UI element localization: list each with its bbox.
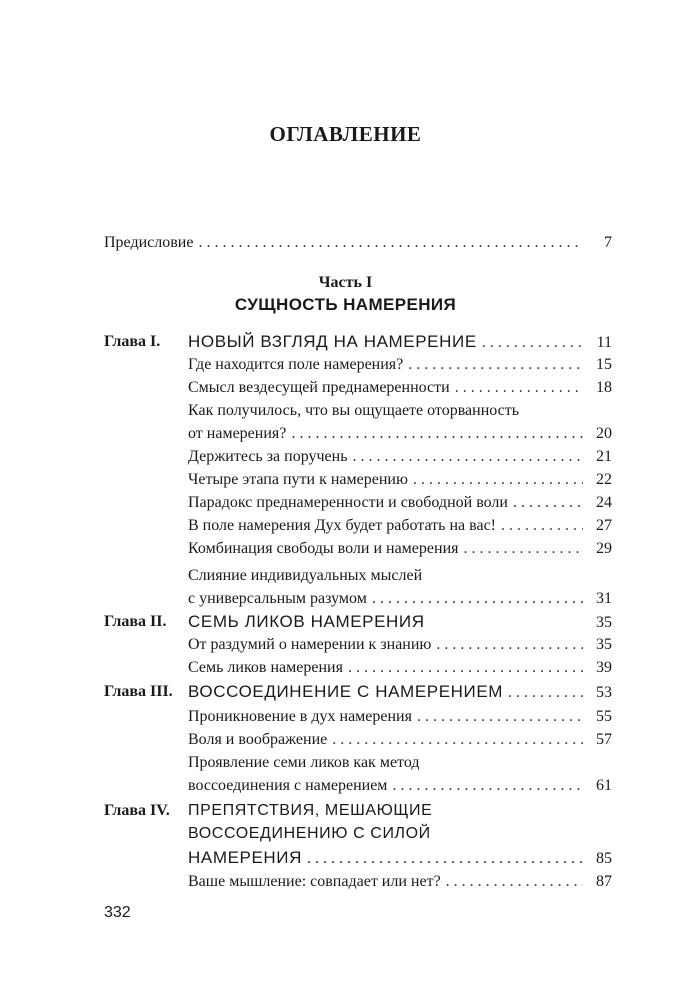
toc-entry-preface[interactable]	[104, 233, 612, 253]
page-number: 21	[596, 448, 612, 465]
entry-label-line1: Как получилось, что вы ощущаете оторванность	[188, 402, 520, 419]
dot-leader	[198, 233, 583, 253]
entry-label: Четыре этапа пути к намерению	[188, 471, 408, 488]
entry-label: Смысл вездесущей преднамеренности	[188, 379, 450, 396]
dot-leader	[372, 589, 583, 609]
toc-entry[interactable]	[188, 424, 612, 444]
toc-entry[interactable]	[188, 872, 612, 892]
page-number: 15	[596, 356, 612, 373]
page-number: 11	[596, 334, 612, 351]
entry-label: Предисловие	[104, 234, 194, 251]
chapter-label-4: Глава IV.	[104, 802, 170, 819]
toc-entry[interactable]	[188, 658, 612, 678]
dot-leader	[501, 516, 583, 536]
toc-entry[interactable]	[188, 516, 612, 536]
page-number: 35	[596, 636, 612, 653]
page-number: 39	[596, 659, 612, 676]
entry-label: Проникновение в дух намерения	[188, 708, 412, 725]
entry-label-line1: Проявление семи ликов как метод	[188, 754, 420, 771]
toc-entry[interactable]	[188, 447, 612, 467]
entry-label: Держитесь за поручень	[188, 448, 348, 465]
dot-leader	[332, 730, 583, 750]
toc-chapter-1[interactable]	[188, 332, 612, 353]
dot-leader	[455, 378, 583, 398]
dot-leader	[392, 776, 583, 796]
page-number: 29	[596, 540, 612, 557]
toc-chapter-4[interactable]	[188, 848, 612, 869]
page-folio: 332	[104, 904, 131, 921]
dot-leader	[482, 333, 583, 353]
toc-entry[interactable]	[188, 776, 612, 796]
part-label: Часть I	[318, 274, 373, 291]
page-number: 22	[596, 471, 612, 488]
page-number: 24	[596, 494, 612, 511]
page-number: 53	[596, 684, 612, 701]
chapter-title-line1: ПРЕПЯТСТВИЯ, МЕШАЮЩИЕ	[188, 802, 433, 819]
toc-entry[interactable]	[188, 589, 612, 609]
toc-entry[interactable]	[188, 378, 612, 398]
dot-leader	[348, 658, 583, 678]
dot-leader	[291, 424, 583, 444]
page-number: 7	[604, 234, 612, 251]
entry-label: воссоединения с намерением	[188, 777, 388, 794]
dot-leader	[417, 707, 583, 727]
toc-chapter-2[interactable]	[188, 612, 612, 633]
dot-leader	[413, 470, 583, 490]
toc-entry[interactable]	[188, 539, 612, 559]
page-number: 35	[596, 614, 612, 631]
toc-entry[interactable]	[188, 470, 612, 490]
dot-leader	[463, 539, 583, 559]
page-number: 61	[596, 777, 612, 794]
chapter-title: НОВЫЙ ВЗГЛЯД НА НАМЕРЕНИЕ	[188, 332, 477, 351]
toc-entry[interactable]	[188, 730, 612, 750]
entry-label: с универсальным разумом	[188, 590, 367, 607]
dot-leader	[446, 872, 583, 892]
chapter-label-3: Глава III.	[104, 683, 173, 700]
dot-leader	[353, 447, 584, 467]
chapter-title: НАМЕРЕНИЯ	[188, 848, 302, 867]
dot-leader	[408, 355, 583, 375]
entry-label: Парадокс преднамеренности и свободной воли	[188, 494, 508, 511]
page-number: 87	[596, 873, 612, 890]
chapter-title-line2: ВОССОЕДИНЕНИЮ С СИЛОЙ	[188, 825, 431, 842]
entry-label: Воля и воображение	[188, 731, 328, 748]
chapter-label-2: Глава II.	[104, 613, 167, 630]
page-number: 57	[596, 731, 612, 748]
page-number: 18	[596, 379, 612, 396]
page-number: 27	[596, 517, 612, 534]
entry-label: от намерения?	[188, 425, 287, 442]
entry-label: Комбинация свободы воли и намерения	[188, 540, 459, 557]
toc-entry[interactable]	[188, 493, 612, 513]
entry-label: В поле намерения Дух будет работать на вас!	[188, 517, 496, 534]
entry-label: От раздумий о намерении к знанию	[188, 636, 432, 653]
entry-label: Ваше мышление: совпадает или нет?	[188, 873, 441, 890]
entry-label-line1: Слияние индивидуальных мыслей	[188, 567, 423, 584]
page-number: 20	[596, 425, 612, 442]
part-title: СУЩНОСТЬ НАМЕРЕНИЯ	[234, 295, 457, 314]
toc-entry[interactable]	[188, 707, 612, 727]
page-title: ОГЛАВЛЕНИЕ	[269, 122, 422, 146]
chapter-title: СЕМЬ ЛИКОВ НАМЕРЕНИЯ	[188, 612, 425, 631]
toc-entry[interactable]	[188, 635, 612, 655]
dot-leader	[513, 493, 583, 513]
dot-leader	[307, 849, 583, 869]
page-number: 55	[596, 708, 612, 725]
page-number: 85	[596, 850, 612, 867]
page-number: 31	[596, 590, 612, 607]
dot-leader	[508, 683, 583, 703]
chapter-label-1: Глава I.	[104, 333, 161, 350]
entry-label: Где находится поле намерения?	[188, 356, 404, 373]
dot-leader	[436, 635, 583, 655]
chapter-title: ВОССОЕДИНЕНИЕ С НАМЕРЕНИЕМ	[188, 682, 504, 701]
entry-label: Семь ликов намерения	[188, 659, 343, 676]
toc-chapter-3[interactable]	[188, 682, 612, 703]
toc-entry[interactable]	[188, 355, 612, 375]
